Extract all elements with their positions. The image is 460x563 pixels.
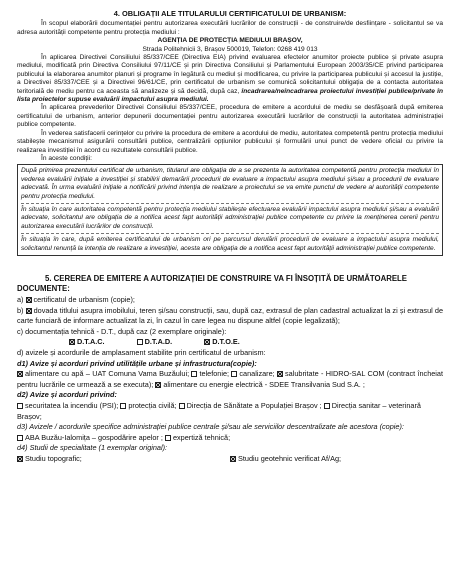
checkbox-sanitation[interactable] bbox=[277, 371, 283, 377]
condition-2: În situația în care autoritatea competentă pentru protecția mediului stabilește efectuarea evaluării impactului asupra mediului și/sau a evaluării adecvate, solicitantul are obligația de a notifica acest fapt autorității administrației publice competente cu privire la menținerea cererii pentru autorizarea executării lucrărilor de construcții. bbox=[21, 205, 439, 230]
s4-paragraph-3: În aplicarea prevederilor Directivei Consiliului 85/337/CEE, procedura de emitere a acordului de mediu se desfășoară după emiterea certificatului de urbanism, anterior depunerii documentației pentru autorizarea executării lucrărilor de construcții la autoritatea administrației publice competente. bbox=[17, 104, 443, 129]
s4-paragraph-5: În aceste condiții: bbox=[41, 154, 92, 162]
checkbox-topo[interactable] bbox=[17, 456, 23, 462]
checkbox-civil[interactable] bbox=[120, 403, 126, 409]
section-5-title-cont: DOCUMENTE: bbox=[17, 283, 70, 293]
divider bbox=[21, 203, 439, 204]
s4-paragraph-4: În vederea satisfacerii cerințelor cu privire la procedura de emitere a acordului de mediu, autoritatea competentă pentru protecția mediului stabilește mecanismul asigurării consultării publice, centralizării opțiunilor publicului și formulării unui punct de vedere oficial cu privire la realizarea investiției în acord cu rezultatele consultării publice. bbox=[17, 129, 443, 154]
s4-paragraph-2-emphasis: încadrarea/neîncadrarea proiectului investiției publice/private în lista proiectelor supuse evaluării impactului asupra mediului. bbox=[17, 87, 443, 104]
item-d1: d1) Avize și acorduri privind utilitățile urbane și infrastructura(copie): bbox=[17, 358, 257, 368]
item-d: d) avizele și acordurile de amplasament stabilite prin certificatul de urbanism: bbox=[17, 347, 266, 357]
checkbox-expert[interactable] bbox=[165, 435, 171, 441]
checkbox-sewer[interactable] bbox=[231, 371, 237, 377]
checkbox-dtac[interactable] bbox=[69, 339, 75, 345]
checkbox-dtad[interactable] bbox=[137, 339, 143, 345]
s4-paragraph-1: În scopul elaborării documentației pentru autorizarea executării lucrărilor de construcții - de construire/de desființare - solicitantul se va adresa autorității competente pentru protecția mediului : bbox=[17, 20, 443, 36]
checkbox-vet[interactable] bbox=[324, 403, 330, 409]
checkbox-electricity[interactable] bbox=[155, 382, 161, 388]
checkbox-dtoe[interactable] bbox=[204, 339, 210, 345]
section-5-body bbox=[17, 295, 443, 465]
d1-list: alimentare cu apă – UAT Comuna Vama Buzăului; telefonie; canalizare; salubritate - HIDRO-SAL COM (contract încheiat pentru lucrările ce urmează a se executa); alimentare cu energie electrică - SDEE Transilvania Sud S.A. ; bbox=[17, 369, 444, 389]
checkbox-fire[interactable] bbox=[17, 403, 23, 409]
checkbox-aba[interactable] bbox=[17, 435, 23, 441]
checkbox-checked[interactable] bbox=[26, 308, 32, 314]
s4-paragraph-2: În aplicarea Directivei Consiliului 85/337/CEE (Directiva EIA) privind evaluarea efectelor anumitor proiecte publice și private asupra mediului, modificată prin Directiva Consiliului 97/11/CE și prin Directiva Consiliului și Parlamentului European 2003/35/CE privind participarea publicului la elaborarea anumitor planuri și programe în legătură cu mediul și modificarea, cu privire la participarea publicului și accesul la justiție, a Directivei 85/337/CEE și a Directivei 96/61/CE, prin certificatul de urbanism se comunică solicitantului obligația de a contacta autoritatea teritorială de mediu pentru ca aceasta să analizeze și să decidă, după caz, încadrarea/neîncadrarea proiectului investiției publice/private în lista proiectelor supuse evaluării impactului asupra mediului. bbox=[17, 54, 443, 104]
document-page bbox=[17, 10, 443, 464]
section-5-title: 5. CEREREA DE EMITERE A AUTORIZAȚIEI DE CONSTRUIRE VA FI ÎNSOȚITĂ DE URMĂTOARELE bbox=[45, 273, 407, 283]
checkbox-phone[interactable] bbox=[191, 371, 197, 377]
agency-name: AGENȚIA DE PROTECȚIA MEDIULUI BRAȘOV, bbox=[157, 37, 303, 45]
section-4-title: 4. OBLIGAȚII ALE TITULARULUI CERTIFICATULUI DE URBANISM: bbox=[113, 9, 347, 18]
condition-3: În situația în care, după emiterea certificatului de urbanism ori pe parcursul derulării procedurii de evaluare a impactului asupra mediului, solicitantul renunță la intenția de realizare a investiției, acesta are obligația de a notifica acest fapt autorității administrației publice competente. bbox=[21, 236, 439, 252]
divider bbox=[21, 233, 439, 234]
d3-list: ABA Buzău-Ialomița – gospodărire apelor ; expertiză tehnică; bbox=[17, 433, 443, 444]
conditions-box bbox=[17, 164, 443, 256]
agency-address: Strada Politehnicii 3, Brașov 500019, Telefon: 0268 419 013 bbox=[142, 45, 318, 53]
checkbox-checked[interactable] bbox=[26, 297, 32, 303]
dt-options: D.T.A.C. D.T.A.D. D.T.O.E. bbox=[17, 337, 443, 348]
item-d2: d2) Avize și acorduri privind: bbox=[17, 390, 117, 400]
d2-list: securitatea la incendiu (PSI); protecția civilă; Direcția de Sănătate a Populației Brașov ; Direcția sanitar – veterinară Brașov; bbox=[17, 400, 421, 421]
checkbox-geo[interactable] bbox=[230, 456, 236, 462]
d4-list: Studiu topografic; Studiu geotehnic verificat Af/Ag; bbox=[17, 454, 443, 465]
condition-1: După primirea prezentului certificat de urbanism, titularul are obligația de a se prezenta la autoritatea competentă pentru protecția mediului în vederea evaluării inițiale a investiției și stabilirii demarării procedurii de evaluare a impactului asupra mediului și/sau a procedurii de evaluare adecvată. În urma evaluării inițiale a notificării privind intenția de realizare a proiectului se va emite punctul de vedere al autorității competente pentru protecția mediului. bbox=[21, 167, 439, 200]
item-d3: d3) Avizele / acordurile specifice administrației publice centrale și/sau ale serviciilor descentralizate ale acestora (copie): bbox=[17, 422, 404, 432]
item-a: a) certificatul de urbanism (copie); bbox=[17, 294, 135, 304]
item-c: c) documentația tehnică - D.T., după caz (2 exemplare originale): bbox=[17, 326, 227, 336]
item-b: b) dovada titlului asupra imobilului, teren și/sau construcții, sau, după caz, extrasul de plan cadastral actualizat la zi și extrasul de carte funciară de informare actualizat la zi, în cazul în care legea nu dispune altfel (copie legalizată); bbox=[17, 305, 444, 326]
checkbox-water[interactable] bbox=[17, 371, 23, 377]
item-d4: d4) Studii de specialitate (1 exemplar original): bbox=[17, 443, 168, 453]
checkbox-health[interactable] bbox=[179, 403, 185, 409]
